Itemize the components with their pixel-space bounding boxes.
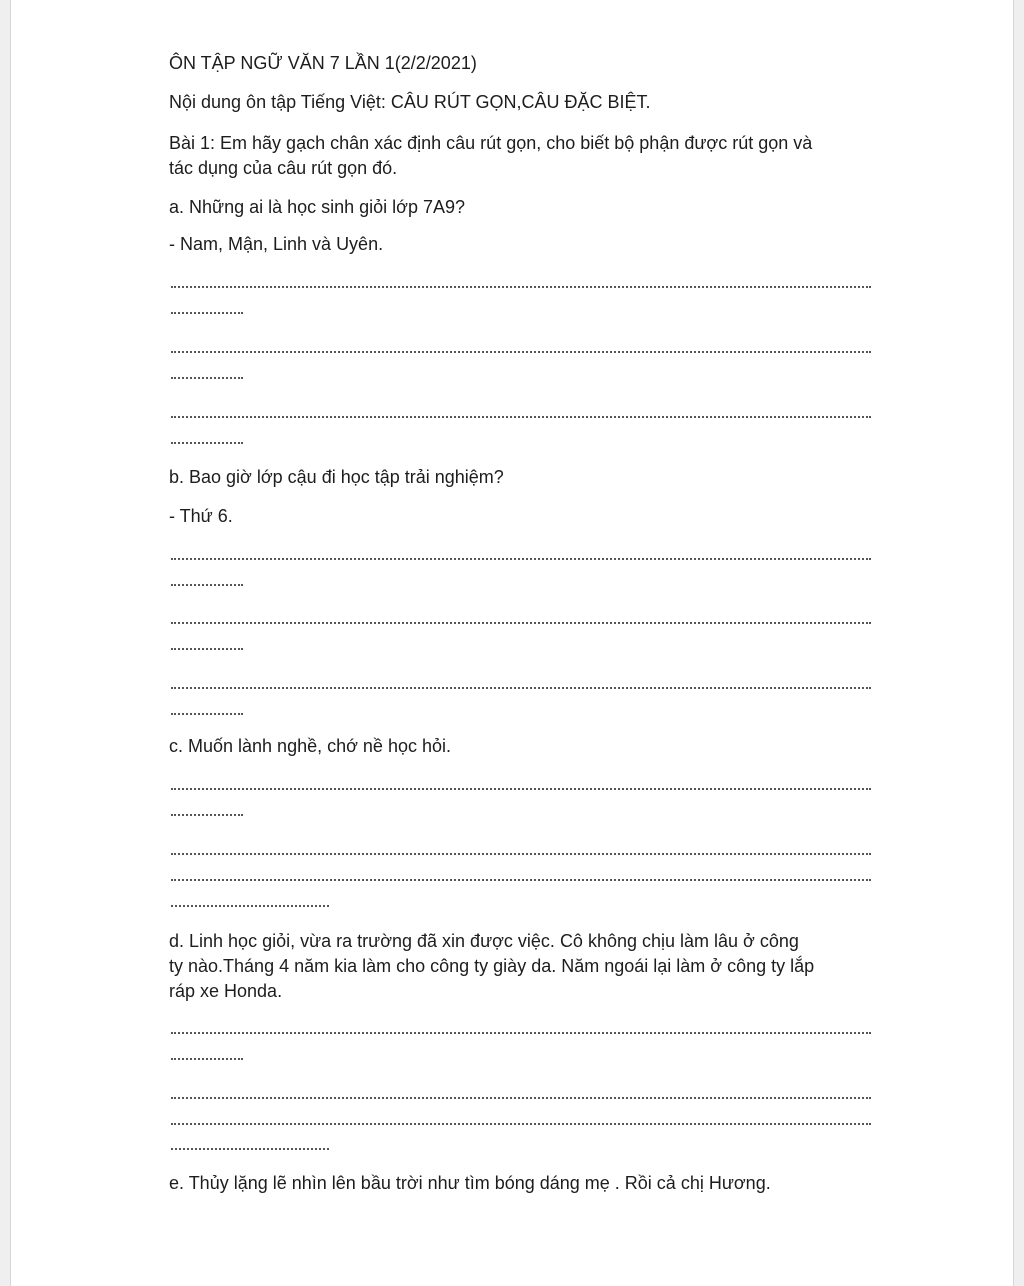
answer-line [171, 442, 243, 444]
answer-line [171, 584, 243, 586]
answer-line [171, 622, 871, 624]
answer-line [171, 905, 329, 907]
answer-line [171, 648, 243, 650]
answer-line [171, 351, 871, 353]
exercise-instruction-line-1: Bài 1: Em hãy gạch chân xác định câu rút gọn, cho biết bộ phận được rút gọn và [169, 133, 813, 153]
answer-line [171, 1123, 871, 1125]
question-a: a. Những ai là học sinh giỏi lớp 7A9? [169, 197, 466, 217]
answer-line [171, 853, 871, 855]
answer-line [171, 416, 871, 418]
document-page [10, 0, 1014, 1286]
answer-line [171, 879, 871, 881]
question-d-line-2: ty nào.Tháng 4 năm kia làm cho công ty giày da. Năm ngoái lại làm ở công ty lắp [169, 956, 815, 976]
answer-a: - Nam, Mận, Linh và Uyên. [169, 234, 384, 254]
question-e: e. Thủy lặng lẽ nhìn lên bầu trời như tìm bóng dáng mẹ . Rồi cả chị Hương. [169, 1173, 771, 1193]
question-d-line-1: d. Linh học giỏi, vừa ra trường đã xin được việc. Cô không chịu làm lâu ở công [169, 931, 799, 951]
answer-line [171, 377, 243, 379]
document-title: ÔN TẬP NGỮ VĂN 7 LẦN 1(2/2/2021) [169, 53, 477, 73]
question-b: b. Bao giờ lớp cậu đi học tập trải nghiệm? [169, 467, 504, 487]
answer-line [171, 1097, 871, 1099]
answer-line [171, 687, 871, 689]
document-subtitle: Nội dung ôn tập Tiếng Việt: CÂU RÚT GỌN,CÂU ĐẶC BIỆT. [169, 92, 651, 112]
answer-line [171, 558, 871, 560]
answer-line [171, 713, 243, 715]
answer-line [171, 1058, 243, 1060]
answer-line [171, 312, 243, 314]
answer-line [171, 286, 871, 288]
answer-b: - Thứ 6. [169, 506, 233, 526]
answer-line [171, 1148, 329, 1150]
question-c: c. Muốn lành nghề, chớ nề học hỏi. [169, 736, 451, 756]
question-d-line-3: ráp xe Honda. [169, 981, 283, 1001]
answer-line [171, 788, 871, 790]
answer-line [171, 1032, 871, 1034]
exercise-instruction-line-2: tác dụng của câu rút gọn đó. [169, 158, 398, 178]
answer-line [171, 814, 243, 816]
